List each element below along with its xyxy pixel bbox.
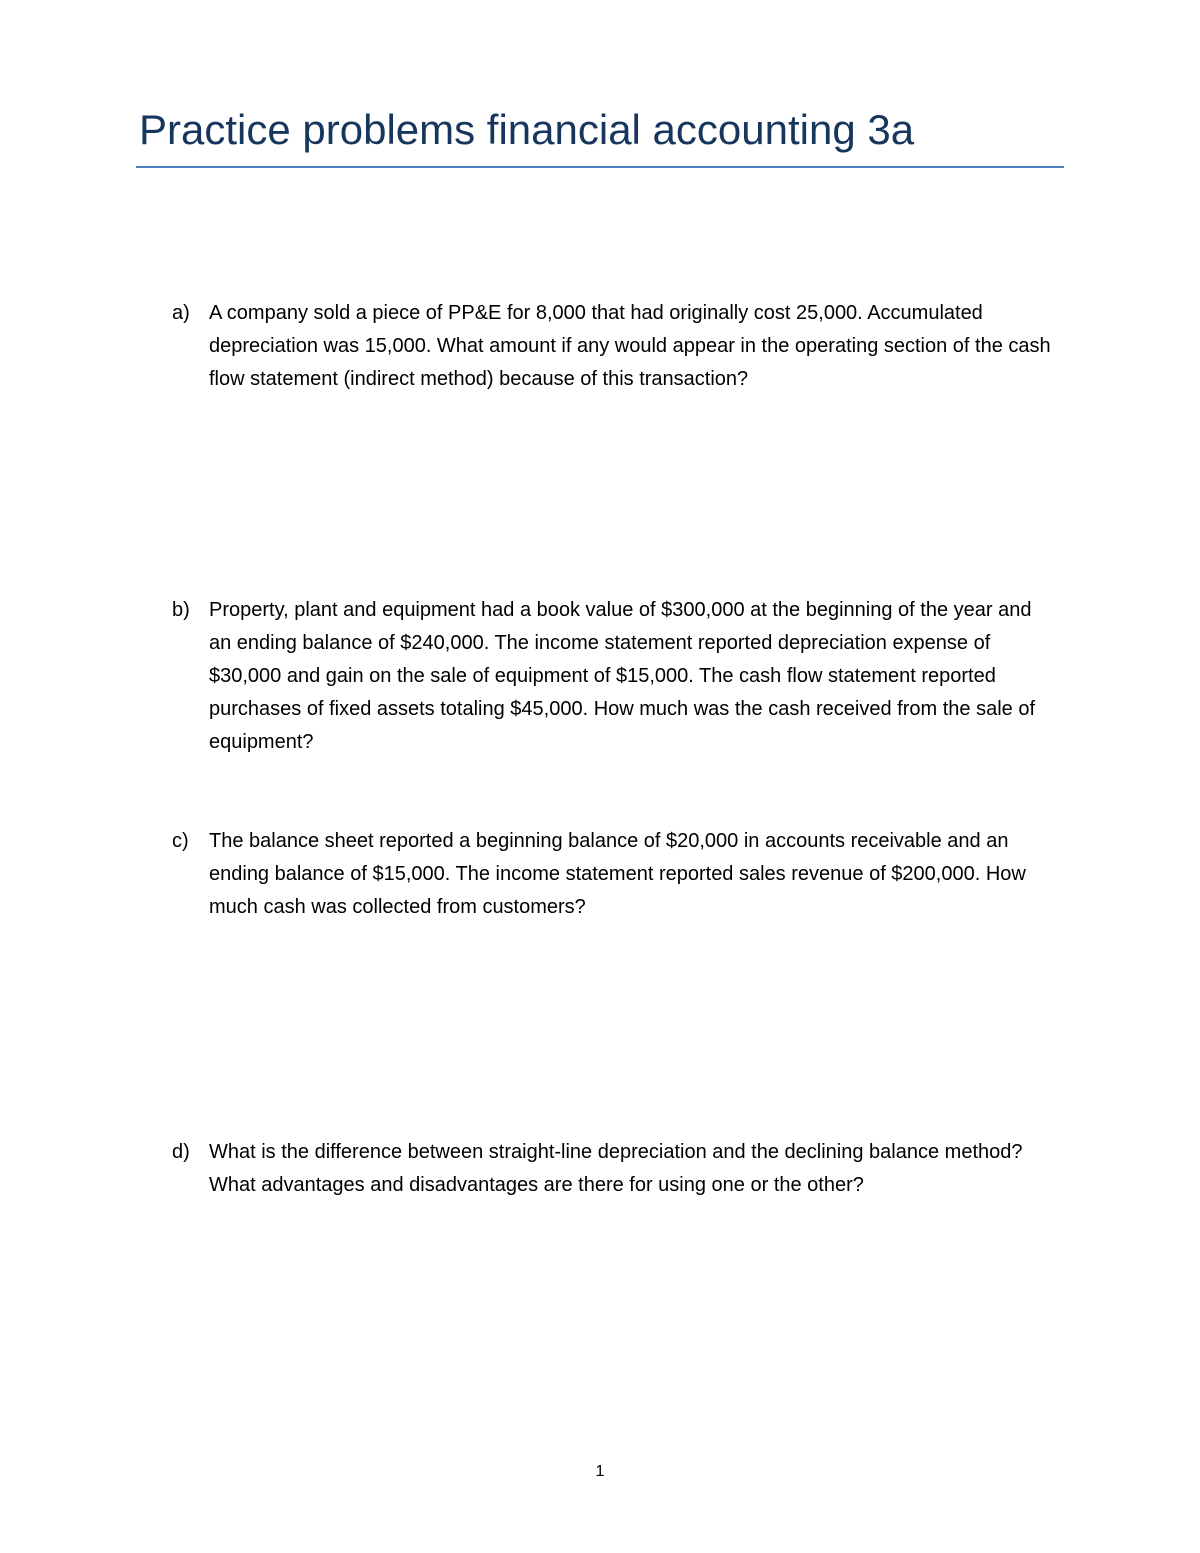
question-a [172, 297, 1052, 396]
question-c [172, 825, 1052, 924]
question-b [172, 594, 1052, 759]
question-label: a) [172, 302, 190, 324]
question-label: d) [172, 1141, 190, 1163]
title-underline [136, 166, 1064, 168]
page-number: 1 [595, 1463, 605, 1480]
question-text: Property, plant and equipment had a book value of $300,000 at the beginning of the year and an ending balance of $240,000. The income statement reported depreciation expense of $30,000 and gain on the sale of equipment of $15,000. The cash flow statement reported purchases of fixed assets totaling $45,000. How much was the cash received from the sale of equipment? [209, 599, 1035, 753]
question-text: The balance sheet reported a beginning balance of $20,000 in accounts receivable and an ending balance of $15,000. The income statement reported sales revenue of $200,000. How much cash was collected from customers? [209, 830, 1026, 918]
question-text: A company sold a piece of PP&E for 8,000 that had originally cost 25,000. Accumulated depreciation was 15,000. What amount if any would appear in the operating section of the cash flow statement (indirect method) because of this transaction? [209, 302, 1051, 390]
question-label: c) [172, 830, 189, 852]
question-d [172, 1136, 1052, 1202]
question-label: b) [172, 599, 190, 621]
page-title: Practice problems financial accounting 3a [139, 106, 915, 153]
question-text: What is the difference between straight-line depreciation and the declining balance method? What advantages and disadvantages are there for using one or the other? [209, 1141, 1023, 1196]
